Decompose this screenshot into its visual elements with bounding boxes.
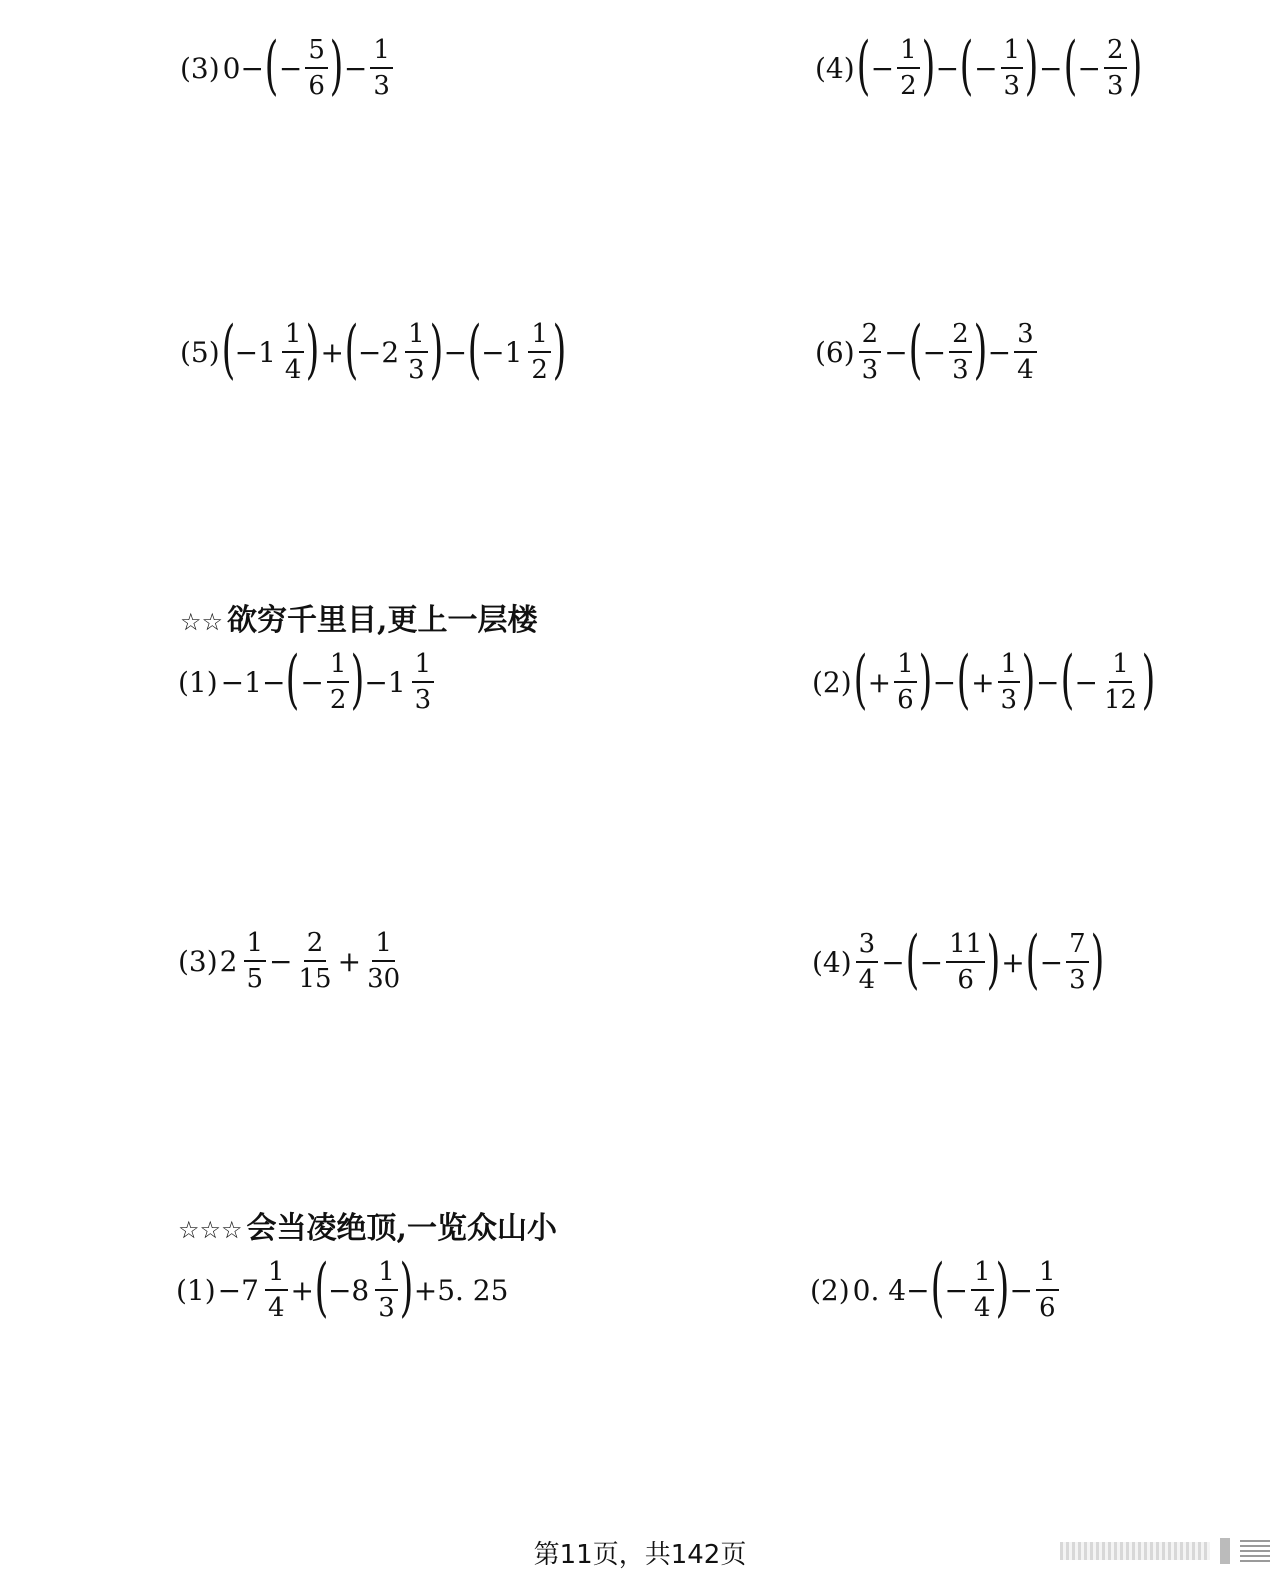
fraction: $\frac{3}{4}$ bbox=[1014, 321, 1037, 383]
fraction: $\frac{1}{3}$ bbox=[998, 651, 1021, 713]
fraction: $\frac{2}{15}$ bbox=[298, 928, 332, 994]
fraction: $\frac{3}{4}$ bbox=[856, 931, 879, 993]
fraction: $\frac{7}{3}$ bbox=[1066, 931, 1089, 993]
scroll-thumb[interactable] bbox=[1220, 1538, 1230, 1564]
star-icon: ☆☆☆ bbox=[178, 1216, 243, 1244]
problem-label: (4) bbox=[815, 51, 855, 85]
problem-label: (3) bbox=[178, 944, 218, 978]
fraction: $\frac{2}{3}$ bbox=[949, 321, 972, 383]
problem-label: (3) bbox=[180, 51, 220, 85]
more-menu[interactable] bbox=[1060, 1538, 1270, 1564]
problem-label: (2) bbox=[812, 665, 852, 699]
problem-1b: (1) −1− ( − $\frac{1}{2}$ ) −1 $\frac{1}{3}$ bbox=[178, 650, 436, 714]
problem-3b: (3) 2 $\frac{1}{5}$ − $\frac{2}{15}$ + $\frac{1}{30}$ bbox=[178, 930, 405, 992]
mixed-number: −1 $\frac{1}{4}$ bbox=[235, 321, 307, 383]
fraction: $\frac{5}{6}$ bbox=[305, 37, 328, 99]
problem-3a: (3) 0− ( − $\frac{5}{6}$ ) − $\frac{1}{3}$ bbox=[180, 36, 395, 100]
problem-2b: (2) ( + $\frac{1}{6}$ ) − ( + $\frac{1}{3}$ ) − ( − $\frac{1}{12}$ ) bbox=[812, 643, 1156, 717]
problem-label: (4) bbox=[812, 945, 852, 979]
fraction: $\frac{1}{6}$ bbox=[1036, 1259, 1059, 1321]
problem-4b: (4) $\frac{3}{4}$ − ( − $\frac{11}{6}$ ) + ( − $\frac{7}{3}$ ) bbox=[812, 923, 1104, 997]
fraction: $\frac{1}{30}$ bbox=[367, 928, 401, 994]
problem-label: (5) bbox=[180, 335, 220, 369]
scroll-track[interactable] bbox=[1060, 1542, 1210, 1560]
problem-label: (1) bbox=[178, 665, 218, 699]
fraction: $\frac{1}{3}$ bbox=[370, 37, 393, 99]
mixed-number: −2 $\frac{1}{3}$ bbox=[358, 321, 430, 383]
problem-label: (2) bbox=[810, 1273, 850, 1307]
mixed-number: −7 $\frac{1}{4}$ bbox=[218, 1259, 290, 1321]
fraction: $\frac{1}{3}$ bbox=[1001, 37, 1024, 99]
mixed-number: −1 $\frac{1}{3}$ bbox=[364, 651, 436, 713]
fraction: $\frac{1}{2}$ bbox=[327, 651, 350, 713]
problem-1c: (1) −7 $\frac{1}{4}$ + ( −8 $\frac{1}{3}$ ) +5. 25 bbox=[176, 1251, 509, 1325]
mixed-number: 2 $\frac{1}{5}$ bbox=[220, 930, 268, 992]
mixed-number: −1 $\frac{1}{2}$ bbox=[481, 321, 553, 383]
section-heading-3: ☆☆☆ 会当凌绝顶,一览众山小 bbox=[178, 1211, 557, 1246]
menu-icon[interactable] bbox=[1240, 1540, 1270, 1562]
problem-label: (6) bbox=[815, 335, 855, 369]
fraction: $\frac{1}{4}$ bbox=[971, 1259, 994, 1321]
fraction: $\frac{2}{3}$ bbox=[1104, 37, 1127, 99]
fraction: $\frac{2}{3}$ bbox=[859, 321, 882, 383]
problem-4a: (4) ( − $\frac{1}{2}$ ) − ( − $\frac{1}{3}$ ) − ( − $\frac{2}{3}$ ) bbox=[815, 29, 1142, 103]
problem-label: (1) bbox=[176, 1273, 216, 1307]
paren-group: ( − $\frac{5}{6}$ ) bbox=[264, 29, 344, 103]
problem-2c: (2) 0. 4− ( − $\frac{1}{4}$ ) − $\frac{1}{6}$ bbox=[810, 1258, 1061, 1322]
fraction: $\frac{1}{6}$ bbox=[894, 651, 917, 713]
problem-6a: (6) $\frac{2}{3}$ − ( − $\frac{2}{3}$ ) − $\frac{3}{4}$ bbox=[815, 320, 1039, 384]
term: 0− bbox=[222, 51, 264, 85]
section-heading-2: ☆☆ 欲穷千里目,更上一层楼 bbox=[180, 603, 538, 638]
fraction: $\frac{1}{2}$ bbox=[897, 37, 920, 99]
problem-5a: (5) ( −1 $\frac{1}{4}$ ) + ( −2 $\frac{1}{3}$ ) − ( −1 $\frac{1}{2}$ ) bbox=[180, 313, 567, 387]
star-icon: ☆☆ bbox=[180, 608, 224, 636]
mixed-number: −8 $\frac{1}{3}$ bbox=[328, 1259, 400, 1321]
fraction: $\frac{11}{6}$ bbox=[946, 931, 985, 993]
page-number: 第11页，共142页 bbox=[533, 1540, 747, 1570]
fraction: $\frac{1}{12}$ bbox=[1103, 649, 1138, 715]
